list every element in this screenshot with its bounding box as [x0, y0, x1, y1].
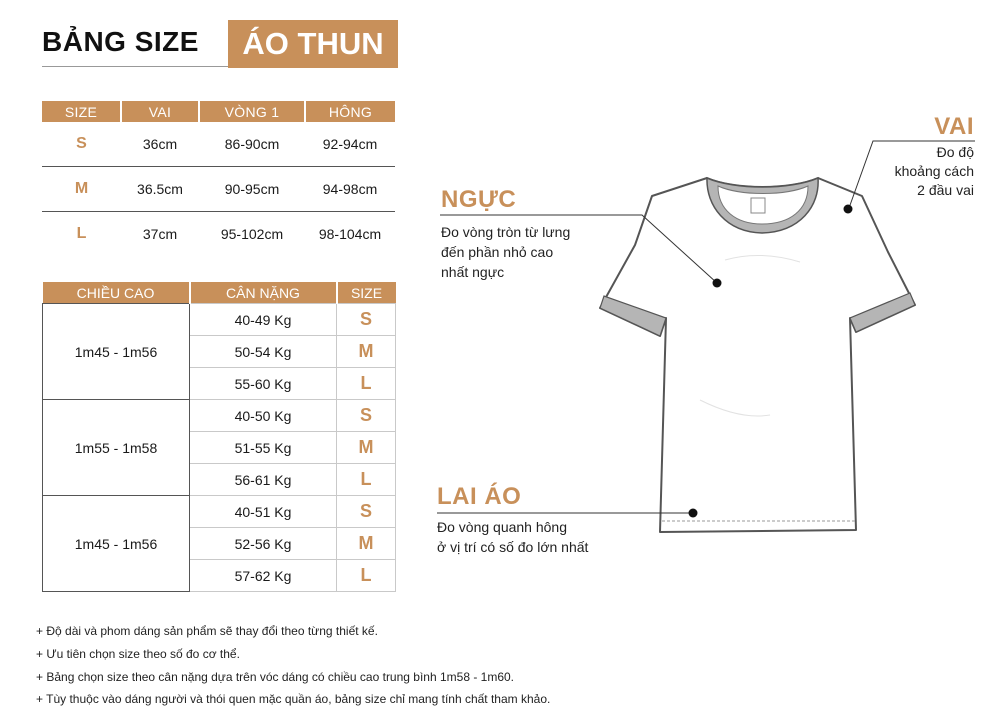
- size-cell: L: [337, 464, 396, 496]
- lai-point: [689, 509, 698, 518]
- vai-title: VAI: [934, 113, 974, 140]
- note-line: + Bảng chọn size theo cân nặng dựa trên vóc dáng có chiều cao trung bình 1m58 - 1m60.: [36, 670, 515, 684]
- weight-cell: 55-60 Kg: [190, 368, 337, 400]
- lai-description: [437, 517, 588, 557]
- lai-desc-line: ở vị trí có số đo lớn nhất: [437, 539, 589, 555]
- vai-point: [844, 205, 853, 214]
- note-line: + Tùy thuộc vào dáng người và thói quen mặc quần áo, bảng size chỉ mang tính chất tham khảo.: [36, 692, 551, 706]
- col-header-height: CHIỀU CAO: [43, 282, 190, 304]
- height-cell: 1m45 - 1m56: [43, 304, 190, 400]
- weight-cell: 40-49 Kg: [190, 304, 337, 336]
- vai-description: [895, 143, 974, 200]
- col-header-vong1: VÒNG 1: [199, 101, 305, 122]
- nguc-description: [441, 222, 570, 282]
- vai-desc-line: Đo độ: [936, 144, 974, 160]
- vai-cell: 36.5cm: [121, 167, 199, 212]
- vai-desc-line: 2 đầu vai: [917, 182, 974, 198]
- weight-cell: 52-56 Kg: [190, 528, 337, 560]
- col-header-size: SIZE: [42, 101, 121, 122]
- size-cell: S: [337, 400, 396, 432]
- page-title: BẢNG SIZE: [42, 26, 199, 57]
- nguc-title: NGỰC: [441, 186, 517, 213]
- note-line: + Ưu tiên chọn size theo số đo cơ thể.: [36, 647, 240, 661]
- lai-title: LAI ÁO: [437, 483, 522, 510]
- size-cell: M: [337, 336, 396, 368]
- weight-cell: 40-50 Kg: [190, 400, 337, 432]
- vong1-cell: 86-90cm: [199, 122, 305, 167]
- vong1-cell: 95-102cm: [220, 226, 284, 242]
- col-header-weight: CÂN NẶNG: [190, 282, 337, 304]
- size-cell: L: [337, 368, 396, 400]
- nguc-desc-line: nhất ngực: [441, 264, 505, 280]
- hong-cell: 98-104cm: [318, 226, 382, 242]
- weight-cell: 56-61 Kg: [190, 464, 337, 496]
- product-title-badge: ÁO THUN: [228, 20, 398, 68]
- size-cell: M: [42, 167, 121, 212]
- size-cell: L: [76, 225, 87, 242]
- vai-cell: 36cm: [121, 122, 199, 167]
- col-header-size: SIZE: [337, 282, 396, 304]
- nguc-desc-line: đến phần nhỏ cao: [441, 244, 554, 260]
- vai-desc-line: khoảng cách: [894, 163, 974, 179]
- col-header-vai: VAI: [121, 101, 199, 122]
- hong-cell: 94-98cm: [305, 167, 395, 212]
- weight-cell: 57-62 Kg: [190, 560, 337, 592]
- col-header-hong: HÔNG: [305, 101, 395, 122]
- lai-desc-line: Đo vòng quanh hông: [437, 519, 567, 535]
- weight-cell: 50-54 Kg: [190, 336, 337, 368]
- size-cell: M: [337, 528, 396, 560]
- size-cell: M: [337, 432, 396, 464]
- note-line: + Độ dài và phom dáng sản phẩm sẽ thay đổi theo từng thiết kế.: [36, 624, 378, 638]
- height-cell: 1m45 - 1m56: [43, 496, 190, 592]
- size-cell: S: [337, 496, 396, 528]
- nguc-point: [713, 279, 722, 288]
- height-cell: 1m55 - 1m58: [43, 400, 190, 496]
- size-cell: S: [42, 122, 121, 167]
- weight-cell: 40-51 Kg: [190, 496, 337, 528]
- size-cell: S: [337, 304, 396, 336]
- vai-cell: 37cm: [142, 226, 178, 242]
- size-cell: L: [337, 560, 396, 592]
- weight-cell: 51-55 Kg: [190, 432, 337, 464]
- vong1-cell: 90-95cm: [199, 167, 305, 212]
- hong-cell: 92-94cm: [305, 122, 395, 167]
- nguc-desc-line: Đo vòng tròn từ lưng: [441, 224, 571, 240]
